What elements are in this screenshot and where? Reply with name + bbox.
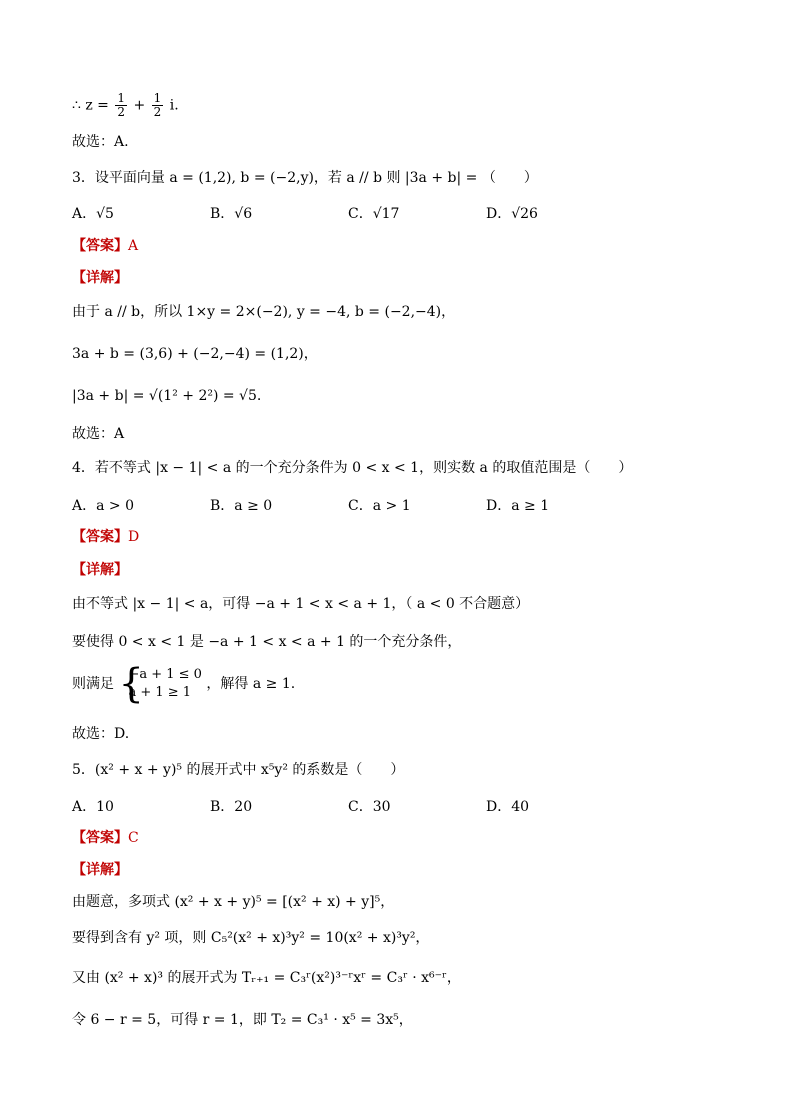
q3-option-a: A．√5	[72, 206, 114, 222]
question-4: 4．若不等式 |x − 1| < a 的一个充分条件为 0 < x < 1，则实数 a 的取值范围是（ ）	[72, 460, 633, 476]
numerator: 1	[117, 91, 126, 105]
q5-step-4: 令 6 − r = 5，可得 r = 1，即 T₂ = C₃¹ · x⁵ = 3x⁵，	[72, 1012, 413, 1028]
choose-line: 故选：A.	[72, 134, 129, 150]
q3-step-1: 由于 a // b，所以 1×y = 2×(−2), y = −4, b = (−2,−4)，	[72, 304, 456, 320]
q5-step-2: 要得到含有 y² 项，则 C₅²(x² + x)³y² = 10(x² + x)³y²，	[72, 930, 430, 946]
q5-step-1: 由题意，多项式 (x² + x + y)⁵ = [(x² + x) + y]⁵，	[72, 894, 395, 910]
q4-option-a: A．a > 0	[72, 498, 134, 514]
detail-label: 【详解】	[72, 270, 128, 286]
q4-step-2: 要使得 0 < x < 1 是 −a + 1 < x < a + 1 的一个充分条件，	[72, 634, 462, 650]
inequality-system	[118, 661, 202, 707]
q4-detail-label	[72, 560, 128, 580]
question-3: 3．设平面向量 a = (1,2), b = (−2,y)，若 a // b 则 |3a + b| = （ ）	[72, 170, 538, 186]
q5-step-3: 又由 (x² + x)³ 的展开式为 Tᵣ₊₁ = C₃ʳ(x²)³⁻ʳxʳ = C₃ʳ · x⁶⁻ʳ，	[72, 970, 461, 986]
solution-line-z	[72, 92, 179, 119]
q5-option-c: C．30	[348, 799, 391, 815]
q5-option-a: A．10	[72, 799, 114, 815]
q3-answer	[72, 236, 138, 256]
text-segment: i.	[169, 97, 179, 114]
q3-choose: 故选：A	[72, 426, 125, 442]
q3-step-3: |3a + b| = √(1² + 2²) = √5.	[72, 388, 262, 404]
q5-answer	[72, 828, 139, 848]
text-segment: +	[133, 97, 146, 114]
q4-option-c: C．a > 1	[348, 498, 411, 514]
system-row: −a + 1 ≤ 0	[128, 667, 202, 682]
numerator: 1	[153, 91, 162, 105]
q3-option-d: D．√26	[486, 206, 538, 222]
text-segment: ，解得 a ≥ 1.	[206, 676, 296, 692]
fraction	[115, 92, 127, 119]
brace-icon: {	[118, 661, 144, 707]
answer-label: 【答案】	[72, 529, 128, 545]
denominator: 2	[153, 105, 162, 119]
answer-value: D	[128, 529, 140, 545]
system-row: a + 1 ≥ 1	[128, 685, 192, 700]
question-5: 5．(x² + x + y)⁵ 的展开式中 x⁵y² 的系数是（ ）	[72, 762, 405, 778]
answer-value: C	[128, 830, 139, 846]
text-segment: 则满足	[72, 676, 114, 692]
fraction	[152, 92, 164, 119]
q4-answer	[72, 527, 139, 547]
q5-option-b: B．20	[210, 799, 253, 815]
detail-label: 【详解】	[72, 562, 128, 578]
q5-detail-label	[72, 860, 128, 880]
answer-label: 【答案】	[72, 238, 128, 254]
q3-option-c: C．√17	[348, 206, 400, 222]
denominator: 2	[117, 105, 126, 119]
detail-label: 【详解】	[72, 862, 128, 878]
q3-step-2: 3a + b = (3,6) + (−2,−4) = (1,2)，	[72, 346, 318, 362]
q4-option-b: B．a ≥ 0	[210, 498, 273, 514]
q4-option-d: D．a ≥ 1	[486, 498, 550, 514]
q4-step-3	[72, 661, 296, 707]
answer-label: 【答案】	[72, 830, 128, 846]
q4-step-1: 由不等式 |x − 1| < a，可得 −a + 1 < x < a + 1，（ a < 0 不合题意）	[72, 596, 530, 612]
text-segment: ∴ z =	[72, 97, 109, 114]
q3-option-b: B．√6	[210, 206, 253, 222]
q3-detail-label	[72, 268, 128, 288]
answer-value: A	[128, 238, 139, 254]
q4-choose: 故选：D.	[72, 726, 130, 742]
q5-option-d: D．40	[486, 799, 530, 815]
